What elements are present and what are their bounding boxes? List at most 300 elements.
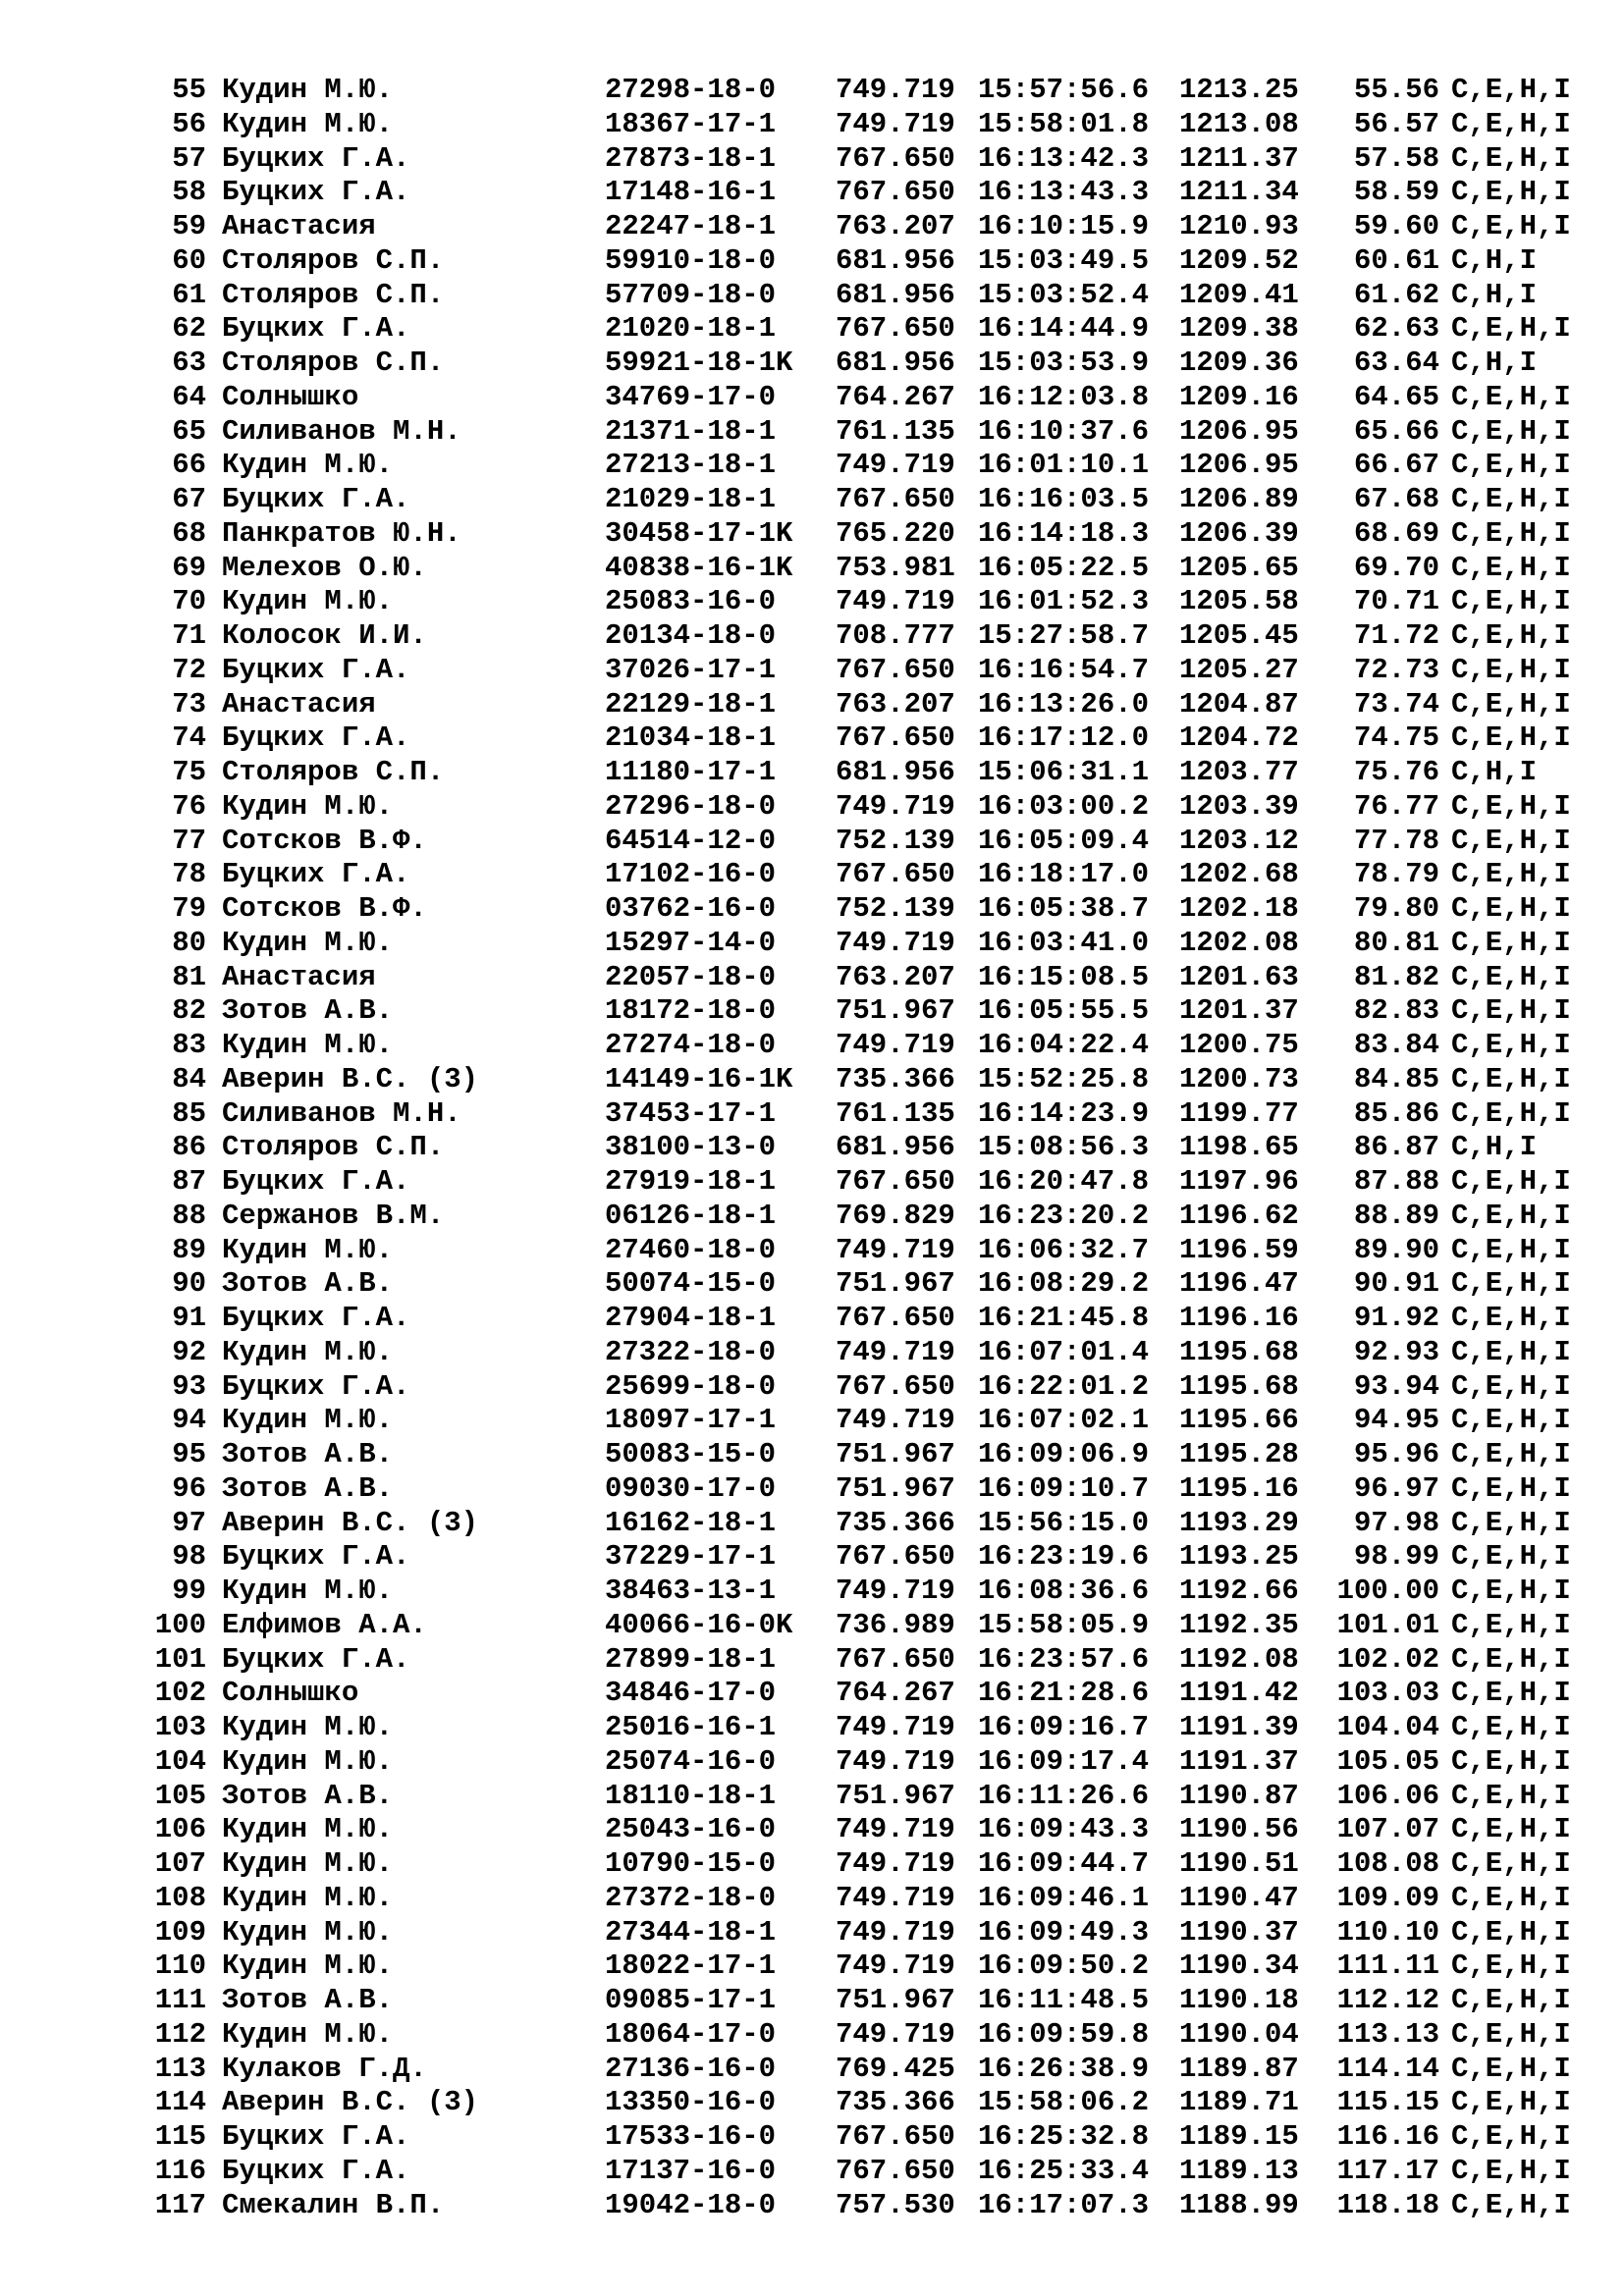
place-cell: 80	[172, 926, 206, 959]
coefficient-cell: 116.16	[1336, 2120, 1439, 2153]
place-cell: 68	[172, 516, 206, 550]
distance-cell: 735.366	[836, 1506, 955, 1539]
arrival-time-cell: 16:16:03.5	[978, 483, 1150, 515]
speed-cell: 1209.52	[1179, 243, 1299, 277]
arrival-time-cell: 16:15:08.5	[978, 960, 1150, 993]
ring-number-cell: 17137-16-0	[605, 2154, 777, 2187]
category-cell: C,E,H,I	[1451, 1096, 1571, 1130]
place-cell: 73	[172, 687, 206, 721]
speed-cell: 1190.18	[1179, 1984, 1299, 2016]
distance-cell: 767.650	[836, 1369, 955, 1403]
coefficient-cell: 77.78	[1353, 824, 1439, 857]
distance-cell: 763.207	[836, 210, 955, 242]
distance-cell: 751.967	[836, 1779, 955, 1812]
table-row	[137, 858, 1608, 892]
speed-cell: 1206.39	[1179, 516, 1299, 550]
table-row	[137, 483, 1608, 517]
ring-number-cell: 25083-16-0	[605, 585, 777, 618]
ring-number-cell: 38100-13-0	[605, 1131, 777, 1164]
table-row	[137, 721, 1608, 756]
arrival-time-cell: 16:22:01.2	[978, 1369, 1150, 1403]
table-row	[137, 1711, 1608, 1745]
category-cell: C,E,H,I	[1451, 516, 1571, 550]
ring-number-cell: 27904-18-1	[605, 1302, 777, 1334]
distance-cell: 708.777	[836, 619, 955, 652]
fancier-name-cell: Буцких Г.А.	[222, 858, 410, 891]
distance-cell: 767.650	[836, 1302, 955, 1334]
table-row	[137, 1200, 1608, 1234]
arrival-time-cell: 16:03:00.2	[978, 789, 1150, 823]
fancier-name-cell: Буцких Г.А.	[222, 483, 410, 515]
place-cell: 104	[154, 1744, 206, 1778]
speed-cell: 1192.08	[1179, 1642, 1299, 1676]
distance-cell: 767.650	[836, 2154, 955, 2187]
category-cell: C,E,H,I	[1451, 619, 1571, 652]
coefficient-cell: 83.84	[1353, 1029, 1439, 1061]
speed-cell: 1205.45	[1179, 619, 1299, 652]
coefficient-cell: 55.56	[1353, 74, 1439, 106]
category-cell: C,E,H,I	[1451, 551, 1571, 584]
arrival-time-cell: 15:56:15.0	[978, 1506, 1150, 1539]
arrival-time-cell: 16:17:12.0	[978, 721, 1150, 755]
category-cell: C,E,H,I	[1451, 1881, 1571, 1914]
fancier-name-cell: Столяров С.П.	[222, 347, 445, 379]
coefficient-cell: 97.98	[1353, 1506, 1439, 1539]
category-cell: C,E,H,I	[1451, 176, 1571, 209]
distance-cell: 749.719	[836, 1847, 955, 1880]
category-cell: C,E,H,I	[1451, 1915, 1571, 1949]
fancier-name-cell: Буцких Г.А.	[222, 176, 410, 209]
fancier-name-cell: Кудин М.Ю.	[222, 1813, 394, 1846]
arrival-time-cell: 16:13:43.3	[978, 176, 1150, 209]
fancier-name-cell: Анастасия	[222, 960, 376, 993]
fancier-name-cell: Зотов А.В.	[222, 1267, 394, 1301]
distance-cell: 749.719	[836, 449, 955, 482]
fancier-name-cell: Кудин М.Ю.	[222, 107, 394, 140]
table-row	[137, 1780, 1608, 1814]
category-cell: C,E,H,I	[1451, 107, 1571, 140]
arrival-time-cell: 16:01:10.1	[978, 449, 1150, 482]
category-cell: C,E,H,I	[1451, 1335, 1571, 1368]
fancier-name-cell: Зотов А.В.	[222, 994, 394, 1028]
coefficient-cell: 90.91	[1353, 1267, 1439, 1301]
arrival-time-cell: 15:03:49.5	[978, 243, 1150, 277]
ring-number-cell: 06126-18-1	[605, 1199, 777, 1232]
arrival-time-cell: 16:01:52.3	[978, 585, 1150, 618]
speed-cell: 1213.25	[1179, 74, 1299, 106]
place-cell: 55	[172, 74, 206, 106]
fancier-name-cell: Кудин М.Ю.	[222, 926, 394, 959]
category-cell: C,E,H,I	[1451, 1233, 1571, 1266]
ring-number-cell: 14149-16-1K	[605, 1062, 793, 1095]
table-row	[137, 1540, 1608, 1575]
table-row	[137, 279, 1608, 313]
place-cell: 62	[172, 312, 206, 346]
fancier-name-cell: Столяров С.П.	[222, 278, 445, 311]
place-cell: 59	[172, 210, 206, 242]
speed-cell: 1202.18	[1179, 892, 1299, 925]
coefficient-cell: 102.02	[1336, 1642, 1439, 1676]
category-cell: C,E,H,I	[1451, 2154, 1571, 2187]
category-cell: C,E,H,I	[1451, 1438, 1571, 1470]
distance-cell: 751.967	[836, 1438, 955, 1470]
table-row	[137, 688, 1608, 722]
speed-cell: 1210.93	[1179, 210, 1299, 242]
fancier-name-cell: Буцких Г.А.	[222, 1165, 410, 1198]
arrival-time-cell: 16:05:22.5	[978, 551, 1150, 584]
arrival-time-cell: 16:21:45.8	[978, 1302, 1150, 1334]
arrival-time-cell: 16:10:15.9	[978, 210, 1150, 242]
speed-cell: 1195.68	[1179, 1369, 1299, 1403]
place-cell: 114	[154, 2086, 206, 2119]
category-cell: C,E,H,I	[1451, 141, 1571, 175]
category-cell: C,E,H,I	[1451, 1540, 1571, 1574]
coefficient-cell: 100.00	[1336, 1575, 1439, 1607]
speed-cell: 1196.62	[1179, 1199, 1299, 1232]
arrival-time-cell: 16:05:55.5	[978, 994, 1150, 1028]
ring-number-cell: 18097-17-1	[605, 1404, 777, 1437]
distance-cell: 749.719	[836, 2017, 955, 2051]
distance-cell: 752.139	[836, 892, 955, 925]
fancier-name-cell: Буцких Г.А.	[222, 2120, 410, 2153]
distance-cell: 769.829	[836, 1199, 955, 1232]
distance-cell: 761.135	[836, 1096, 955, 1130]
coefficient-cell: 71.72	[1353, 619, 1439, 652]
table-row	[137, 1813, 1608, 1847]
coefficient-cell: 62.63	[1353, 312, 1439, 346]
fancier-name-cell: Буцких Г.А.	[222, 1642, 410, 1676]
arrival-time-cell: 16:25:32.8	[978, 2120, 1150, 2153]
place-cell: 90	[172, 1267, 206, 1301]
coefficient-cell: 67.68	[1353, 483, 1439, 515]
ring-number-cell: 27919-18-1	[605, 1165, 777, 1198]
place-cell: 81	[172, 960, 206, 993]
place-cell: 88	[172, 1199, 206, 1232]
coefficient-cell: 81.82	[1353, 960, 1439, 993]
distance-cell: 749.719	[836, 926, 955, 959]
place-cell: 83	[172, 1029, 206, 1061]
distance-cell: 751.967	[836, 1267, 955, 1301]
speed-cell: 1196.16	[1179, 1302, 1299, 1334]
speed-cell: 1213.08	[1179, 107, 1299, 140]
distance-cell: 767.650	[836, 1165, 955, 1198]
speed-cell: 1205.65	[1179, 551, 1299, 584]
place-cell: 71	[172, 619, 206, 652]
ring-number-cell: 30458-17-1K	[605, 516, 793, 550]
ring-number-cell: 22247-18-1	[605, 210, 777, 242]
coefficient-cell: 118.18	[1336, 2188, 1439, 2221]
coefficient-cell: 82.83	[1353, 994, 1439, 1028]
fancier-name-cell: Кудин М.Ю.	[222, 1949, 394, 1983]
distance-cell: 767.650	[836, 312, 955, 346]
table-row	[137, 1131, 1608, 1165]
fancier-name-cell: Кудин М.Ю.	[222, 1915, 394, 1949]
coefficient-cell: 60.61	[1353, 243, 1439, 277]
ring-number-cell: 59910-18-0	[605, 243, 777, 277]
ring-number-cell: 21371-18-1	[605, 414, 777, 448]
category-cell: C,E,H,I	[1451, 721, 1571, 755]
coefficient-cell: 69.70	[1353, 551, 1439, 584]
coefficient-cell: 63.64	[1353, 347, 1439, 379]
speed-cell: 1191.42	[1179, 1677, 1299, 1710]
distance-cell: 767.650	[836, 858, 955, 891]
speed-cell: 1200.73	[1179, 1062, 1299, 1095]
distance-cell: 749.719	[836, 1029, 955, 1061]
distance-cell: 763.207	[836, 960, 955, 993]
table-row	[137, 619, 1608, 654]
ring-number-cell: 03762-16-0	[605, 892, 777, 925]
coefficient-cell: 66.67	[1353, 449, 1439, 482]
category-cell: C,E,H,I	[1451, 380, 1571, 413]
category-cell: C,E,H,I	[1451, 1062, 1571, 1095]
coefficient-cell: 64.65	[1353, 380, 1439, 413]
distance-cell: 749.719	[836, 789, 955, 823]
arrival-time-cell: 16:09:06.9	[978, 1438, 1150, 1470]
place-cell: 111	[154, 1984, 206, 2016]
table-row	[137, 892, 1608, 927]
speed-cell: 1192.66	[1179, 1575, 1299, 1607]
coefficient-cell: 98.99	[1353, 1540, 1439, 1574]
table-row	[137, 312, 1608, 347]
category-cell: C,E,H,I	[1451, 414, 1571, 448]
speed-cell: 1193.29	[1179, 1506, 1299, 1539]
distance-cell: 767.650	[836, 721, 955, 755]
table-row	[137, 1336, 1608, 1370]
speed-cell: 1202.68	[1179, 858, 1299, 891]
distance-cell: 751.967	[836, 994, 955, 1028]
coefficient-cell: 110.10	[1336, 1915, 1439, 1949]
arrival-time-cell: 16:09:16.7	[978, 1711, 1150, 1743]
category-cell: C,E,H,I	[1451, 1302, 1571, 1334]
distance-cell: 765.220	[836, 516, 955, 550]
place-cell: 97	[172, 1506, 206, 1539]
ring-number-cell: 25074-16-0	[605, 1744, 777, 1778]
arrival-time-cell: 16:23:57.6	[978, 1642, 1150, 1676]
coefficient-cell: 75.76	[1353, 756, 1439, 788]
table-row	[137, 517, 1608, 552]
arrival-time-cell: 16:20:47.8	[978, 1165, 1150, 1198]
table-row	[137, 244, 1608, 279]
table-row	[137, 1404, 1608, 1438]
place-cell: 96	[172, 1471, 206, 1505]
distance-cell: 749.719	[836, 1711, 955, 1743]
speed-cell: 1206.89	[1179, 483, 1299, 515]
speed-cell: 1206.95	[1179, 414, 1299, 448]
speed-cell: 1209.16	[1179, 380, 1299, 413]
arrival-time-cell: 16:16:54.7	[978, 653, 1150, 686]
place-cell: 98	[172, 1540, 206, 1574]
ring-number-cell: 34769-17-0	[605, 380, 777, 413]
fancier-name-cell: Буцких Г.А.	[222, 1369, 410, 1403]
arrival-time-cell: 16:04:22.4	[978, 1029, 1150, 1061]
coefficient-cell: 88.89	[1353, 1199, 1439, 1232]
fancier-name-cell: Аверин В.С. (3)	[222, 2086, 479, 2119]
arrival-time-cell: 16:14:18.3	[978, 516, 1150, 550]
speed-cell: 1204.72	[1179, 721, 1299, 755]
distance-cell: 764.267	[836, 380, 955, 413]
ring-number-cell: 40838-16-1K	[605, 551, 793, 584]
fancier-name-cell: Зотов А.В.	[222, 1779, 394, 1812]
arrival-time-cell: 15:57:56.6	[978, 74, 1150, 106]
coefficient-cell: 80.81	[1353, 926, 1439, 959]
category-cell: C,E,H,I	[1451, 824, 1571, 857]
place-cell: 91	[172, 1302, 206, 1334]
ring-number-cell: 25699-18-0	[605, 1369, 777, 1403]
coefficient-cell: 92.93	[1353, 1335, 1439, 1368]
category-cell: C,E,H,I	[1451, 449, 1571, 482]
speed-cell: 1202.08	[1179, 926, 1299, 959]
speed-cell: 1193.25	[1179, 1540, 1299, 1574]
speed-cell: 1191.37	[1179, 1744, 1299, 1778]
table-row	[137, 2053, 1608, 2087]
place-cell: 92	[172, 1335, 206, 1368]
place-cell: 115	[154, 2120, 206, 2153]
arrival-time-cell: 16:05:38.7	[978, 892, 1150, 925]
speed-cell: 1209.38	[1179, 312, 1299, 346]
table-row	[137, 1609, 1608, 1643]
table-row	[137, 1438, 1608, 1472]
coefficient-cell: 65.66	[1353, 414, 1439, 448]
category-cell: C,H,I	[1451, 1131, 1538, 1164]
category-cell: C,E,H,I	[1451, 2017, 1571, 2051]
ring-number-cell: 27372-18-0	[605, 1881, 777, 1914]
arrival-time-cell: 15:03:53.9	[978, 347, 1150, 379]
category-cell: C,E,H,I	[1451, 858, 1571, 891]
arrival-time-cell: 16:21:28.6	[978, 1677, 1150, 1710]
coefficient-cell: 103.03	[1336, 1677, 1439, 1710]
arrival-time-cell: 16:14:44.9	[978, 312, 1150, 346]
fancier-name-cell: Елфимов А.А.	[222, 1608, 427, 1641]
fancier-name-cell: Кудин М.Ю.	[222, 1404, 394, 1437]
arrival-time-cell: 16:10:37.6	[978, 414, 1150, 448]
ring-number-cell: 34846-17-0	[605, 1677, 777, 1710]
fancier-name-cell: Кудин М.Ю.	[222, 585, 394, 618]
ring-number-cell: 27274-18-0	[605, 1029, 777, 1061]
distance-cell: 767.650	[836, 141, 955, 175]
coefficient-cell: 61.62	[1353, 278, 1439, 311]
distance-cell: 681.956	[836, 347, 955, 379]
category-cell: C,E,H,I	[1451, 1608, 1571, 1641]
fancier-name-cell: Кудин М.Ю.	[222, 1335, 394, 1368]
speed-cell: 1196.59	[1179, 1233, 1299, 1266]
arrival-time-cell: 16:07:01.4	[978, 1335, 1150, 1368]
coefficient-cell: 76.77	[1353, 789, 1439, 823]
category-cell: C,E,H,I	[1451, 1199, 1571, 1232]
coefficient-cell: 68.69	[1353, 516, 1439, 550]
table-row	[137, 790, 1608, 825]
arrival-time-cell: 16:18:17.0	[978, 858, 1150, 891]
table-row	[137, 1097, 1608, 1132]
speed-cell: 1195.66	[1179, 1404, 1299, 1437]
coefficient-cell: 86.87	[1353, 1131, 1439, 1164]
table-row	[137, 1472, 1608, 1507]
fancier-name-cell: Зотов А.В.	[222, 1984, 394, 2016]
category-cell: C,E,H,I	[1451, 1744, 1571, 1778]
speed-cell: 1191.39	[1179, 1711, 1299, 1743]
place-cell: 63	[172, 347, 206, 379]
distance-cell: 749.719	[836, 585, 955, 618]
place-cell: 76	[172, 789, 206, 823]
category-cell: C,E,H,I	[1451, 312, 1571, 346]
place-cell: 84	[172, 1062, 206, 1095]
table-row	[137, 756, 1608, 790]
distance-cell: 761.135	[836, 414, 955, 448]
coefficient-cell: 93.94	[1353, 1369, 1439, 1403]
place-cell: 110	[154, 1949, 206, 1983]
ring-number-cell: 57709-18-0	[605, 278, 777, 311]
distance-cell: 769.425	[836, 2052, 955, 2085]
category-cell: C,E,H,I	[1451, 1575, 1571, 1607]
arrival-time-cell: 16:03:41.0	[978, 926, 1150, 959]
category-cell: C,E,H,I	[1451, 74, 1571, 106]
arrival-time-cell: 16:13:26.0	[978, 687, 1150, 721]
speed-cell: 1189.15	[1179, 2120, 1299, 2153]
ring-number-cell: 20134-18-0	[605, 619, 777, 652]
fancier-name-cell: Буцких Г.А.	[222, 1540, 410, 1574]
fancier-name-cell: Зотов А.В.	[222, 1438, 394, 1470]
place-cell: 87	[172, 1165, 206, 1198]
coefficient-cell: 111.11	[1336, 1949, 1439, 1983]
arrival-time-cell: 16:23:19.6	[978, 1540, 1150, 1574]
table-row	[137, 1575, 1608, 1609]
coefficient-cell: 105.05	[1336, 1744, 1439, 1778]
category-cell: C,E,H,I	[1451, 1267, 1571, 1301]
table-row	[137, 2086, 1608, 2120]
fancier-name-cell: Мелехов О.Ю.	[222, 551, 427, 584]
arrival-time-cell: 16:09:46.1	[978, 1881, 1150, 1914]
speed-cell: 1204.87	[1179, 687, 1299, 721]
distance-cell: 681.956	[836, 1131, 955, 1164]
category-cell: C,E,H,I	[1451, 653, 1571, 686]
table-row	[137, 1165, 1608, 1200]
ring-number-cell: 38463-13-1	[605, 1575, 777, 1607]
place-cell: 94	[172, 1404, 206, 1437]
coefficient-cell: 96.97	[1353, 1471, 1439, 1505]
ring-number-cell: 21020-18-1	[605, 312, 777, 346]
fancier-name-cell: Буцких Г.А.	[222, 1302, 410, 1334]
fancier-name-cell: Колосок И.И.	[222, 619, 427, 652]
place-cell: 108	[154, 1881, 206, 1914]
coefficient-cell: 104.04	[1336, 1711, 1439, 1743]
distance-cell: 767.650	[836, 2120, 955, 2153]
fancier-name-cell: Кудин М.Ю.	[222, 1744, 394, 1778]
arrival-time-cell: 15:52:25.8	[978, 1062, 1150, 1095]
ring-number-cell: 18110-18-1	[605, 1779, 777, 1812]
fancier-name-cell: Кудин М.Ю.	[222, 1711, 394, 1743]
coefficient-cell: 58.59	[1353, 176, 1439, 209]
distance-cell: 764.267	[836, 1677, 955, 1710]
ring-number-cell: 17533-16-0	[605, 2120, 777, 2153]
speed-cell: 1190.47	[1179, 1881, 1299, 1914]
ring-number-cell: 17102-16-0	[605, 858, 777, 891]
place-cell: 113	[154, 2052, 206, 2085]
arrival-time-cell: 15:58:01.8	[978, 107, 1150, 140]
category-cell: C,E,H,I	[1451, 1677, 1571, 1710]
place-cell: 57	[172, 141, 206, 175]
place-cell: 89	[172, 1233, 206, 1266]
place-cell: 72	[172, 653, 206, 686]
arrival-time-cell: 16:09:44.7	[978, 1847, 1150, 1880]
place-cell: 106	[154, 1813, 206, 1846]
table-row	[137, 994, 1608, 1029]
table-row	[137, 552, 1608, 586]
category-cell: C,E,H,I	[1451, 1711, 1571, 1743]
coefficient-cell: 59.60	[1353, 210, 1439, 242]
table-row	[137, 1643, 1608, 1678]
coefficient-cell: 79.80	[1353, 892, 1439, 925]
category-cell: C,E,H,I	[1451, 687, 1571, 721]
table-row	[137, 585, 1608, 619]
